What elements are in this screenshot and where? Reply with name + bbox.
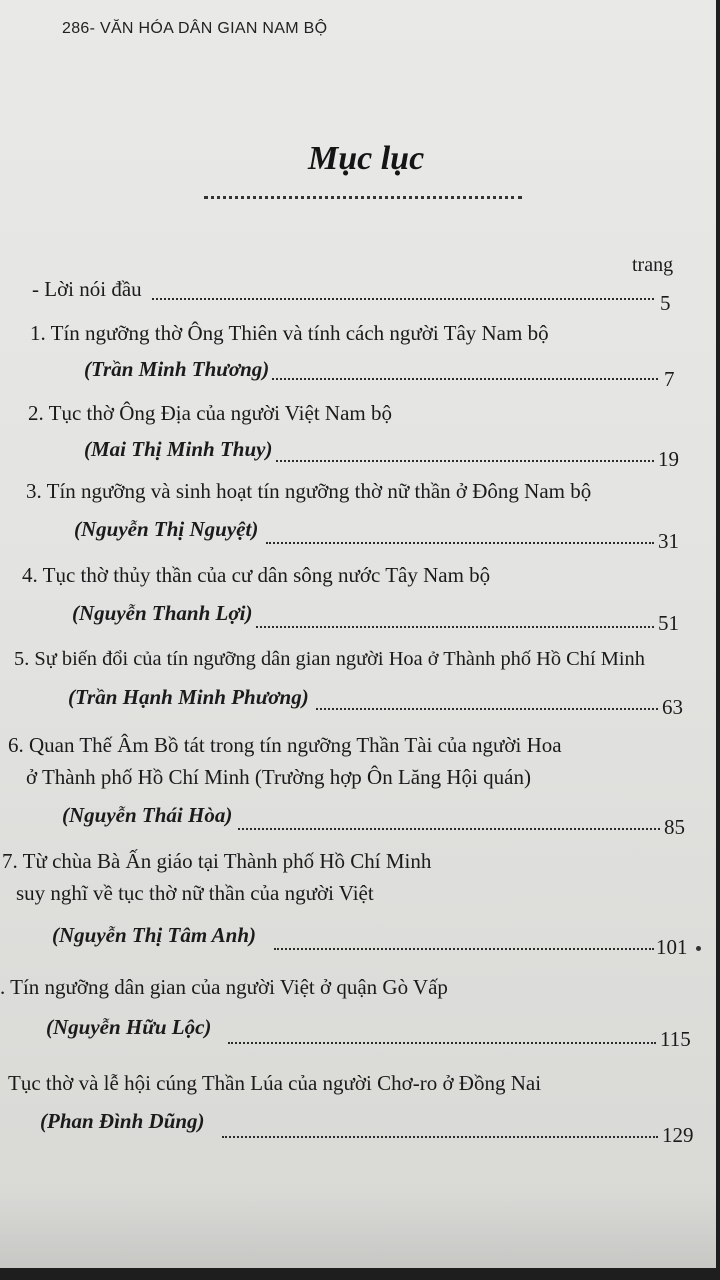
toc-entry-title: 4. Tục thờ thủy thần của cư dân sông nước Tây Nam bộ xyxy=(22,563,491,587)
toc-entry-title-continued: ở Thành phố Hồ Chí Minh (Trường hợp Ôn Lăng Hội quán) xyxy=(26,765,531,789)
toc-entry-author: (Nguyễn Thanh Lợi) xyxy=(72,601,253,625)
toc-entry-author: (Nguyễn Thị Tâm Anh) xyxy=(52,923,256,947)
toc-page-number: 63 xyxy=(662,695,683,719)
dot-leader xyxy=(276,460,654,462)
dot-leader xyxy=(256,626,654,628)
toc-entry-author: (Trần Hạnh Minh Phương) xyxy=(68,685,309,709)
toc-page-number: 85 xyxy=(664,815,685,839)
dot-leader xyxy=(316,708,658,710)
toc-entry-title: 7. Từ chùa Bà Ấn giáo tại Thành phố Hồ Chí Minh xyxy=(2,849,432,873)
page-shadow xyxy=(0,1190,716,1268)
toc-page-number: 19 xyxy=(658,447,679,471)
toc-entry-author: (Nguyễn Thái Hòa) xyxy=(62,803,233,827)
dot-leader xyxy=(152,298,654,300)
toc-page-number: 101 xyxy=(656,935,688,959)
toc-page-number: 31 xyxy=(658,529,679,553)
title-dotted-rule xyxy=(204,196,522,199)
toc-entry-title: 2. Tục thờ Ông Địa của người Việt Nam bộ xyxy=(28,401,392,425)
toc-entry-author: (Phan Đình Dũng) xyxy=(40,1109,205,1133)
toc-page-number: 51 xyxy=(658,611,679,635)
toc-entry-title: . Tín ngưỡng dân gian của người Việt ở quận Gò Vấp xyxy=(0,975,448,999)
toc-entry-title: 6. Quan Thế Âm Bồ tát trong tín ngưỡng Thần Tài của người Hoa xyxy=(8,733,562,757)
toc-entry-author: (Nguyễn Hữu Lộc) xyxy=(46,1015,212,1039)
ink-mark xyxy=(696,946,701,951)
toc-page-number: 115 xyxy=(660,1027,691,1051)
toc-page-number: 7 xyxy=(664,367,675,391)
toc-page-number: 5 xyxy=(660,291,671,315)
page-title: Mục lục xyxy=(308,140,425,177)
dot-leader xyxy=(238,828,660,830)
toc-entry-title-continued: suy nghĩ về tục thờ nữ thần của người Việt xyxy=(16,881,374,905)
toc-entry-title: 5. Sự biến đổi của tín ngưỡng dân gian người Hoa ở Thành phố Hồ Chí Minh xyxy=(14,648,645,670)
toc-entry-title: - Lời nói đầu xyxy=(32,277,142,301)
dot-leader xyxy=(272,378,658,380)
toc-entry-title: 1. Tín ngưỡng thờ Ông Thiên và tính cách người Tây Nam bộ xyxy=(30,321,549,345)
dot-leader xyxy=(266,542,654,544)
toc-page-number: 129 xyxy=(662,1123,694,1147)
toc-entry-title: Tục thờ và lễ hội cúng Thần Lúa của người Chơ-ro ở Đồng Nai xyxy=(8,1071,542,1095)
toc-entry-author: (Mai Thị Minh Thuy) xyxy=(84,437,273,461)
dot-leader xyxy=(228,1042,656,1044)
running-header: 286- VĂN HÓA DÂN GIAN NAM BỘ xyxy=(62,20,328,37)
toc-entry-author: (Nguyễn Thị Nguyệt) xyxy=(74,517,259,541)
toc-entry-title: 3. Tín ngưỡng và sinh hoạt tín ngưỡng thờ nữ thần ở Đông Nam bộ xyxy=(26,479,592,503)
dot-leader xyxy=(222,1136,658,1138)
toc-entry-author: (Trần Minh Thương) xyxy=(84,357,270,381)
dot-leader xyxy=(274,948,654,950)
page-column-label: trang xyxy=(632,254,674,276)
